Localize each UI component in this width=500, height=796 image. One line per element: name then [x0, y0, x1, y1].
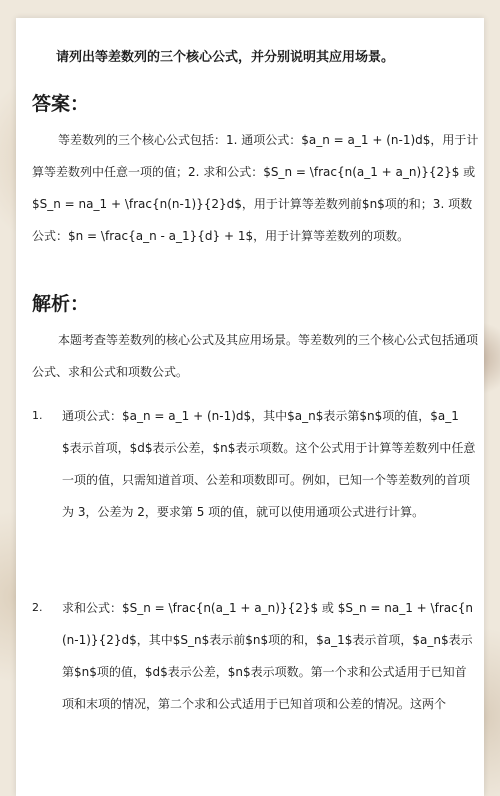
list-item-number: 2.: [32, 601, 43, 614]
list-item-text: 求和公式：$S_n = \frac{n(a_1 + a_n)}{2}$ 或 $S_n = na_1 + \frac{n(n-1)}{2}d$，其中$S_n$表示前$n$项的和，$a_1$表示首项，$a_n$表示第$n$项的值，$d$表示公差，$n$表示项数。第一个求和公式适用于已知首项和末项的情况，第二个求和公式适用于已知首项和公差的情况。这两个: [62, 601, 473, 711]
list-item: [32, 400, 482, 528]
list-item: [32, 592, 482, 720]
list-item-number: 1.: [32, 409, 43, 422]
answer-paragraph: 等差数列的三个核心公式包括：1. 通项公式：$a_n = a_1 + (n-1)d$，用于计算等差数列中任意一项的值；2. 求和公式：$S_n = \frac{n(a_1 + a_n)}{2}$ 或 $S_n = na_1 + \frac{n(n-1)}{2}d$，用于计算等差数列前$n$项的和；3. 项数公式：$n = \frac{a_n - a_1}{d} + 1$，用于计算等差数列的项数。: [32, 133, 479, 243]
list-item-text: 通项公式：$a_n = a_1 + (n-1)d$，其中$a_n$表示第$n$项的值，$a_1$表示首项，$d$表示公差，$n$表示项数。这个公式用于计算等差数列中任意一项的值，只需知道首项、公差和项数即可。例如，已知一个等差数列的首项为 3，公差为 2，要求第 5 项的值，就可以使用通项公式进行计算。: [62, 409, 476, 519]
document-page: [16, 18, 484, 796]
answer-heading: 答案：: [32, 93, 90, 115]
analysis-intro-paragraph: 本题考查等差数列的核心公式及其应用场景。等差数列的三个核心公式包括通项公式、求和公式和项数公式。: [32, 333, 479, 379]
analysis-heading: 解析：: [32, 293, 90, 315]
question-text: 请列出等差数列的三个核心公式，并分别说明其应用场景。: [56, 50, 395, 65]
